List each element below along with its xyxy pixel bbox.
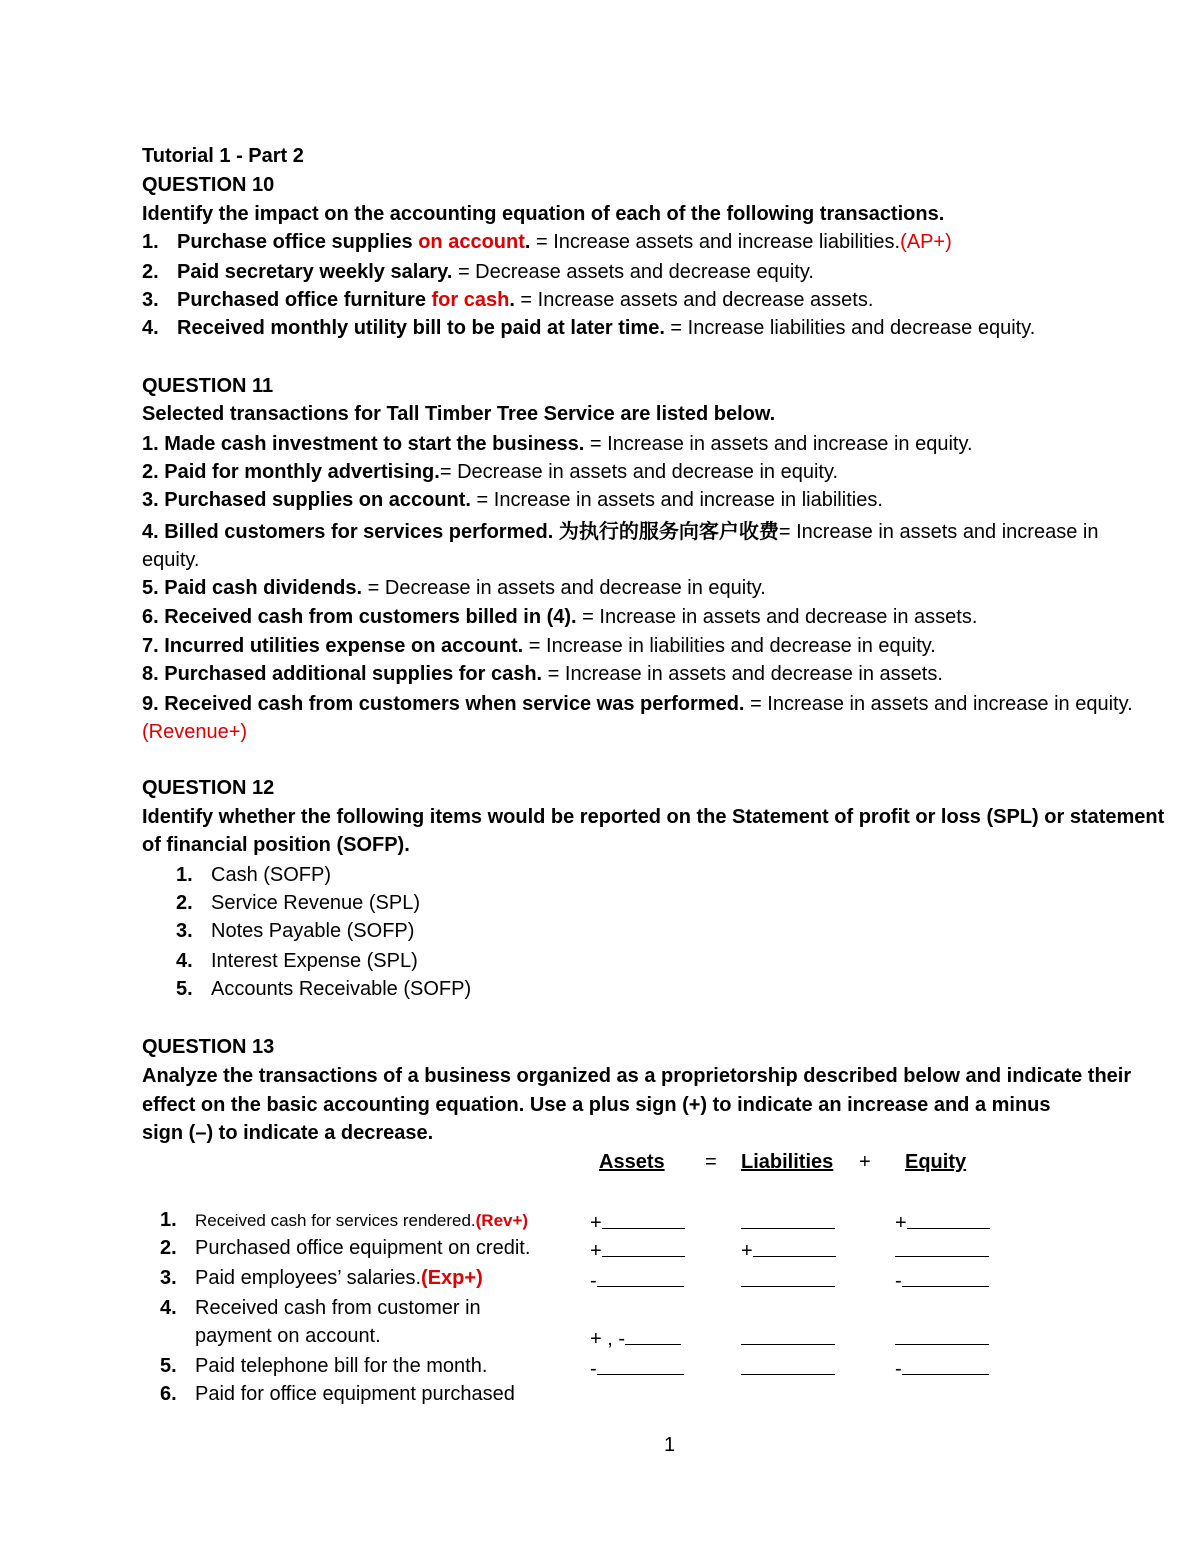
q13-intro-continued: effect on the basic accounting equation. Use a plus sign (+) to indicate an increase and a minus [142, 1094, 1051, 1116]
page-number: 1 [664, 1434, 676, 1456]
column-header-equity: Equity [905, 1151, 967, 1173]
q10-intro: Identify the impact on the accounting equation of each of the following transactions. [142, 203, 945, 225]
q13-row: 2. Purchased office equipment on credit. [160, 1237, 531, 1259]
q11-item: 3. Purchased supplies on account. = Increase in assets and increase in liabilities. [142, 489, 883, 511]
q13-row: 1. Received cash for services rendered.(Rev+) [160, 1209, 529, 1231]
assets-answer[interactable]: - [590, 1352, 684, 1383]
assets-answer[interactable]: - [590, 1264, 684, 1295]
q13-row: 5. Paid telephone bill for the month. [160, 1355, 488, 1377]
equity-answer[interactable]: + [895, 1206, 990, 1237]
document-title: Tutorial 1 - Part 2 [142, 145, 304, 167]
q11-item-tag: (Revenue+) [142, 721, 248, 743]
liabilities-answer[interactable] [741, 1264, 835, 1295]
q11-item: 8. Purchased additional supplies for cash. = Increase in assets and decrease in assets. [142, 663, 943, 685]
equals-sign: = [705, 1151, 717, 1173]
q10-item: 1. Purchase office supplies on account. = Increase assets and increase liabilities.(AP+) [142, 228, 952, 256]
q12-list-item: 5. Accounts Receivable (SOFP) [176, 978, 472, 1000]
liabilities-answer[interactable] [741, 1352, 835, 1383]
q11-item: 7. Incurred utilities expense on account. = Increase in liabilities and decrease in equity. [142, 635, 936, 657]
q10-item-number: 1. [142, 231, 159, 253]
q10-item: 4. Received monthly utility bill to be paid at later time. = Increase liabilities and decrease equity. [142, 317, 1036, 339]
q12-list-item: 2. Service Revenue (SPL) [176, 892, 420, 914]
assets-answer[interactable]: + , - [590, 1322, 681, 1353]
q10-heading: QUESTION 10 [142, 174, 275, 196]
column-header-liabilities: Liabilities [741, 1151, 834, 1173]
q10-item: 2. Paid secretary weekly salary. = Decrease assets and decrease equity. [142, 261, 814, 283]
q12-list-item: 3. Notes Payable (SOFP) [176, 920, 415, 942]
q13-intro: Analyze the transactions of a business organized as a proprietorship described below and indicate their [142, 1065, 1132, 1087]
assets-answer[interactable]: + [590, 1234, 685, 1265]
equity-answer[interactable] [895, 1322, 989, 1353]
equity-answer[interactable]: - [895, 1264, 989, 1295]
q11-item: 2. Paid for monthly advertising.= Decrease in assets and decrease in equity. [142, 461, 839, 483]
q11-item: 6. Received cash from customers billed in (4). = Increase in assets and decrease in assets. [142, 606, 978, 628]
q13-row: 4. Received cash from customer in [160, 1297, 481, 1319]
q12-heading: QUESTION 12 [142, 777, 275, 799]
q13-row: 3. Paid employees’ salaries.(Exp+) [160, 1267, 483, 1289]
equity-answer[interactable]: - [895, 1352, 989, 1383]
liabilities-answer[interactable] [741, 1206, 835, 1237]
q12-intro-continued: of financial position (SOFP). [142, 834, 410, 856]
q11-heading: QUESTION 11 [142, 375, 274, 397]
q12-list-item: 4. Interest Expense (SPL) [176, 950, 418, 972]
q11-item: 9. Received cash from customers when service was performed. = Increase in assets and increase in equity. [142, 693, 1133, 715]
assets-answer[interactable]: + [590, 1206, 685, 1237]
q11-item: 5. Paid cash dividends. = Decrease in assets and decrease in equity. [142, 577, 766, 599]
equity-answer[interactable] [895, 1234, 989, 1265]
plus-sign: + [859, 1151, 871, 1173]
liabilities-answer[interactable] [741, 1322, 835, 1353]
q11-item: 1. Made cash investment to start the business. = Increase in assets and increase in equity. [142, 433, 973, 455]
q11-item: 4. Billed customers for services performed. 为执行的服务向客户收费= Increase in assets and increase in [142, 521, 1099, 543]
q13-row-continued: payment on account. [195, 1325, 381, 1347]
q11-item-continued: equity. [142, 549, 200, 571]
liabilities-answer[interactable]: + [741, 1234, 836, 1265]
q10-item: 3. Purchased office furniture for cash. = Increase assets and decrease assets. [142, 289, 874, 311]
column-header-assets: Assets [599, 1151, 665, 1173]
q13-heading: QUESTION 13 [142, 1036, 275, 1058]
q11-intro: Selected transactions for Tall Timber Tree Service are listed below. [142, 403, 776, 425]
q13-row: 6. Paid for office equipment purchased [160, 1383, 515, 1405]
q12-list-item: 1. Cash (SOFP) [176, 864, 332, 886]
q13-intro-continued: sign (–) to indicate a decrease. [142, 1122, 434, 1144]
q12-intro: Identify whether the following items would be reported on the Statement of profit or loss (SPL) or statement [142, 806, 1165, 828]
